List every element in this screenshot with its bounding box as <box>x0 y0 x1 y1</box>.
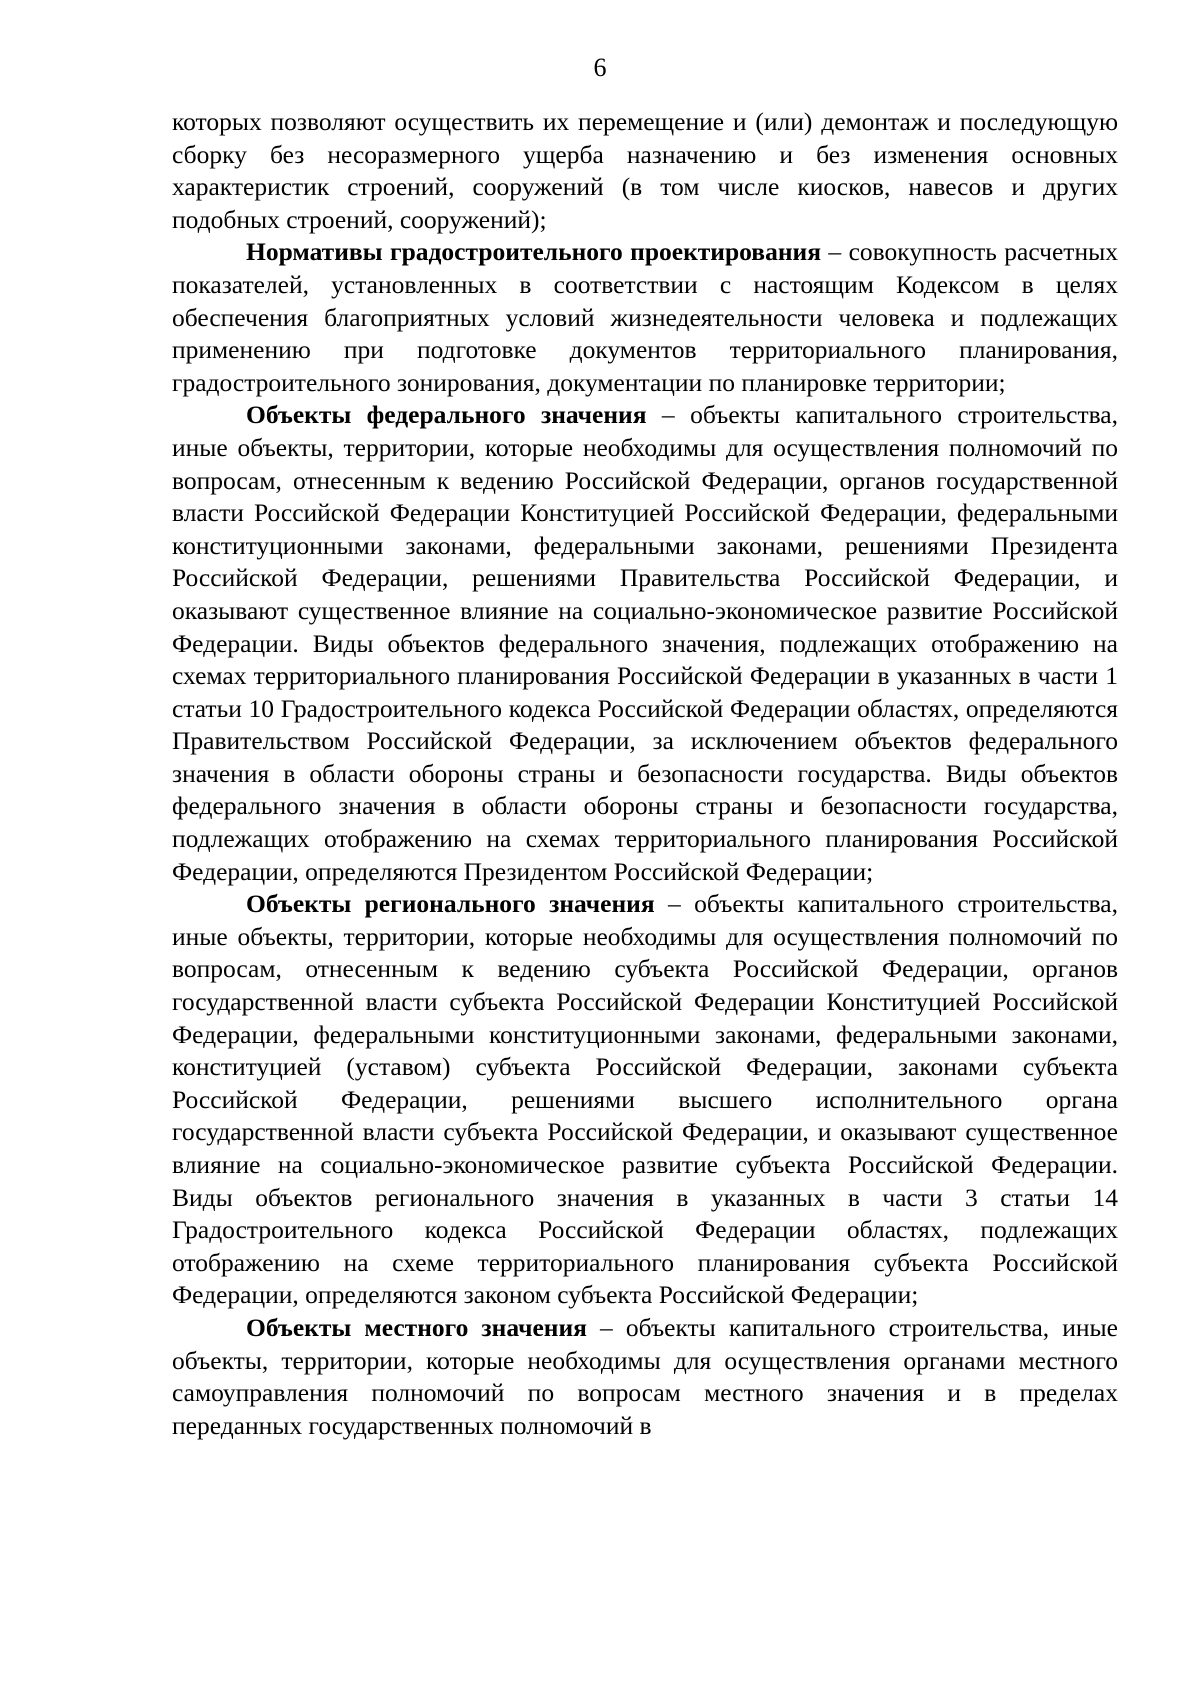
paragraph-text: – объекты капитального строительства, иные объекты, территории, которые необходимы для осуществления полномочий по вопросам, отнесенным к ведению субъекта Российской Федерации, органов государственной власти субъекта Российской Федерации Конституцией Российской Федерации, федеральными конституционными законами, федеральными законами, конституцией (уставом) субъекта Российской Федерации, законами субъекта Российской Федерации, решениями высшего исполнительного органа государственной власти субъекта Российской Федерации, и оказывают существенное влияние на социально-экономическое развитие субъекта Российской Федерации. Виды объектов регионального значения в указанных в части 3 статьи 14 Градостроительного кодекса Российской Федерации областях, подлежащих отображению на схеме территориального планирования субъекта Российской Федерации, определяются законом субъекта Российской Федерации; <box>172 889 1118 1310</box>
paragraph-text: – совокупность расчетных показателей, установленных в соответствии с настоящим Кодексом в целях обеспечения благоприятных условий жизнедеятельности человека и подлежащих применению при подготовке документов территориального планирования, градостроительного зонирования, документации по планировке территории; <box>172 237 1118 397</box>
paragraph-continuation <box>172 106 1118 236</box>
paragraph-text: – объекты капитального строительства, иные объекты, территории, которые необходимы для осуществления полномочий по вопросам, отнесенным к ведению Российской Федерации, органов государственной власти Российской Федерации Конституцией Российской Федерации, федеральными конституционными законами, федеральными законами, решениями Президента Российской Федерации, решениями Правительства Российской Федерации, и оказывают существенное влияние на социально-экономическое развитие Российской Федерации. Виды объектов федерального значения, подлежащих отображению на схемах территориального планирования Российской Федерации в указанных в части 1 статьи 10 Градостроительного кодекса Российской Федерации областях, определяются Правительством Российской Федерации, за исключением объектов федерального значения в области обороны страны и безопасности государства. Виды объектов федерального значения в области обороны страны и безопасности государства, подлежащих отображению на схемах территориального планирования Российской Федерации, определяются Президентом Российской Федерации; <box>172 400 1118 886</box>
paragraph-term: Нормативы градостроительного проектирования <box>246 237 821 267</box>
paragraph-regional-objects <box>172 888 1118 1312</box>
document-body <box>172 106 1118 1442</box>
page-number: 6 <box>593 53 607 82</box>
paragraph-term: Объекты регионального значения <box>246 889 655 919</box>
paragraph-text: – объекты капитального строительства, иные объекты, территории, которые необходимы для осуществления органами местного самоуправления полномочий по вопросам местного значения и в пределах переданных государственных полномочий в <box>172 1312 1118 1440</box>
paragraph-local-objects <box>172 1312 1118 1442</box>
paragraph-urban-planning-standards <box>172 236 1118 399</box>
paragraph-term: Объекты местного значения <box>246 1312 587 1342</box>
paragraph-federal-objects <box>172 399 1118 888</box>
paragraph-term: Объекты федерального значения <box>246 400 647 430</box>
paragraph-text: которых позволяют осуществить их перемещение и (или) демонтаж и последующую сборку без несоразмерного ущерба назначению и без изменения основных характеристик строений, сооружений (в том числе киосков, навесов и других подобных строений, сооружений); <box>172 107 1118 234</box>
